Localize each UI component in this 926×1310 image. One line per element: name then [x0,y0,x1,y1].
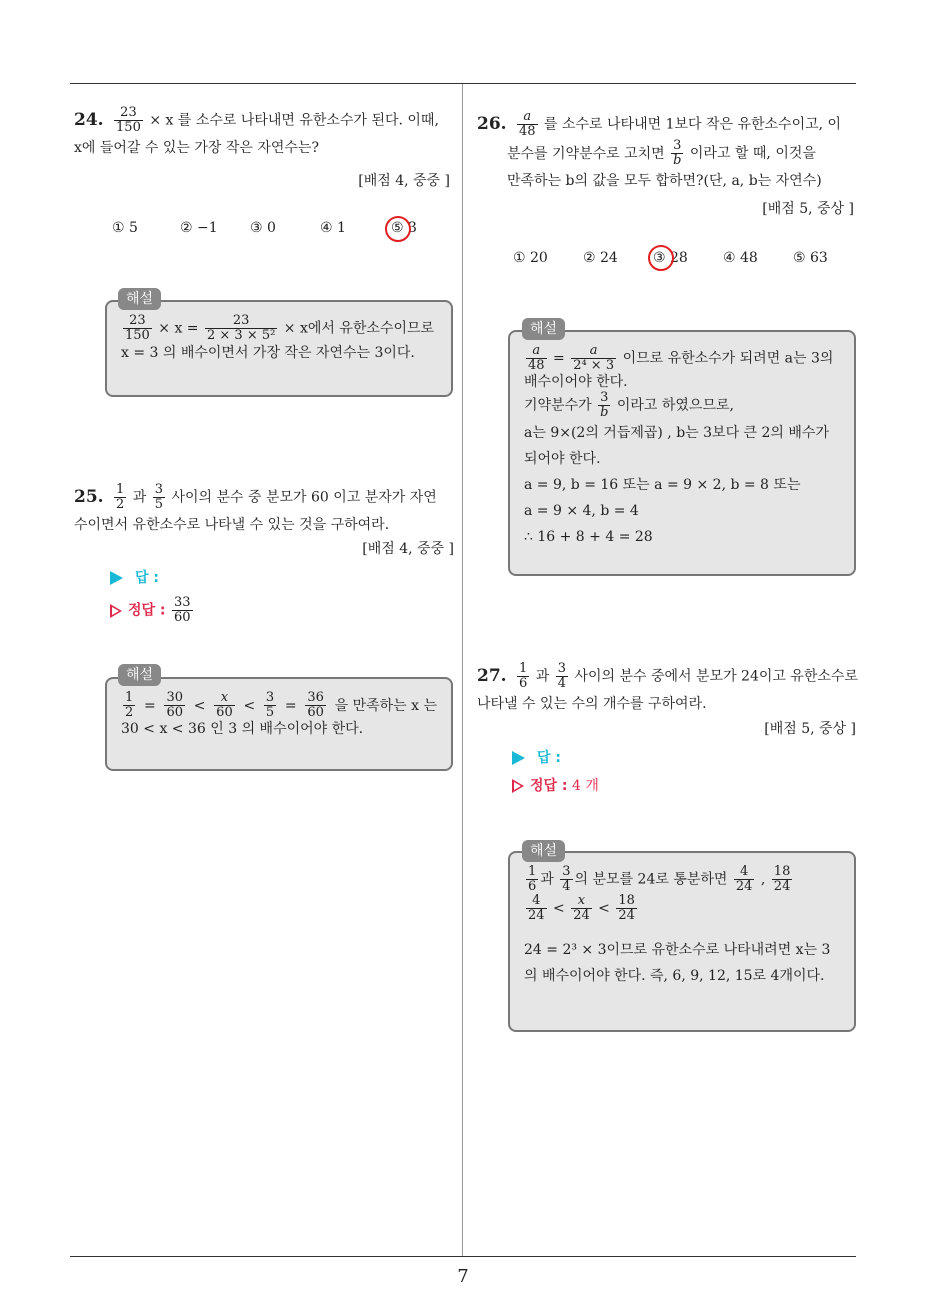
operator: < [193,697,206,714]
solution-tag: 해설 [118,664,161,686]
play-icon [512,751,525,765]
question-number: 24. [74,109,104,130]
solution-text: x = 3 의 배수이면서 가장 작은 자연수는 3이다. [121,345,415,361]
solution-box-25 [105,677,453,771]
outline-triangle-icon [512,779,524,793]
fraction: $\frac{23}{150}$ [116,105,141,135]
solution-box-26: $\frac{a}{48}$ = $\frac{a}{\text{2⁴ × 3}}$ 이므로 유한소수가 되려면 a는 3의 배수이어야 한다. 기약분수가 $\frac{3}{b}$ 이라고 하였으므로, a는 9×(2의 거듭제곱) , b는 3보다 큰 2의 배수가 되어야 한다. a = 9, b = 16 또는 a = 9 × 2, b = 8 또는 a = 9 × 4, b = 4 ∴ 16 + 8 + 4 = 28 [508,330,856,576]
score-meta: [배점 4, 중중 ] [358,173,450,189]
question-24 [74,106,458,161]
solution-text: 30 < x < 36 인 3 의 배수이어야 한다. [121,721,364,737]
fraction: $\frac{3}{5}$ [265,690,275,720]
operator: < [243,697,256,714]
choice-5[interactable]: ⑤ 63 [793,250,828,266]
solution-tag: 해설 [118,288,161,310]
choice-3[interactable]: ③ 0 [250,220,276,236]
question-text: 사이의 분수 중 분모가 60 이고 분자가 자연 [171,489,437,506]
column-divider [462,84,463,1256]
choice-1[interactable]: ① 20 [513,250,548,266]
correct-answer: 정답 : $\frac{33}{60}$ [110,596,195,625]
solution-box-24: $\frac{23}{150}$ × x = $\frac{23}{\text{2 × 3 × 5²}}$ × x에서 유한소수이므로 x = 3 의 배수이면서 가장 작은 자연수는 3이다. [105,300,453,397]
question-text: 수이면서 유한소수로 나타낼 수 있는 것을 구하여라. [74,517,390,533]
answer-field[interactable]: 답 : [512,746,561,770]
operator: = [284,697,297,714]
bottom-rule [70,1256,856,1257]
solution-text: 을 만족하는 x 는 [334,697,437,714]
choice-4[interactable]: ④ 48 [723,250,758,266]
choice-5[interactable]: ⑤ 3 [391,220,417,236]
question-text: x에 들어갈 수 있는 가장 작은 자연수는? [74,140,319,156]
operator: = [144,697,156,714]
question-25: 25. $\frac{1}{2}$ 과 $\frac{3}{5}$ 사이의 분수 중 분모가 60 이고 분자가 자연 수이면서 유한소수로 나타낼 수 있는 것을 구하여라. [74,482,437,533]
answer-field[interactable]: 답 : [110,566,159,590]
solution-tag: 해설 [522,318,565,340]
selected-answer-mark [385,216,411,242]
question-text: × x 를 소수로 나타내면 유한소수가 된다. 이때, [149,112,439,129]
outline-triangle-icon [110,604,122,618]
top-rule [70,83,856,84]
play-icon [110,571,123,585]
choice-2[interactable]: ② 24 [583,250,618,266]
fraction: $\frac{36}{60}$ [307,690,324,720]
score-meta: [배점 5, 중상 ] [764,721,856,737]
question-number: 27. [477,665,507,686]
question-26: 26. $\frac{a}{48}$ 를 소수로 나타내면 1보다 작은 유한소수이고, 이 분수를 기약분수로 고치면 $\frac{3}{b}$ 이라고 할 때, 이것을 만족하는 b의 값을 모두 합하면?(단, a, b는 자연수) [477,109,842,189]
fraction: $\frac{30}{60}$ [166,690,183,720]
score-meta: [배점 5, 중상 ] [762,201,854,217]
choice-3[interactable]: ③ 28 [653,250,688,266]
choice-4[interactable]: ④ 1 [320,220,346,236]
choice-2[interactable]: ② −1 [180,220,218,236]
score-meta: [배점 4, 중중 ] [362,541,454,557]
solution-tag: 해설 [522,840,565,862]
question-27: 27. $\frac{1}{6}$ 과 $\frac{3}{4}$ 사이의 분수 중에서 분모가 24이고 유한소수로 나타낼 수 있는 수의 개수를 구하여라. [477,661,858,712]
fraction: $\frac{1}{2}$ [125,690,134,720]
selected-answer-mark [648,245,674,271]
solution-box-27: $\frac{1}{6}$ 과 $\frac{3}{4}$ 의 분모를 24로 통분하면 $\frac{4}{24}$ , $\frac{18}{24}$ $\frac{4}{24}$ < $\frac{x}{24}$ < $\frac{18}{24}$ 24 = 2³ × 3이므로 유한소수로 나타내려면 x는 3 의 배수이어야 한다. 즉, 6, 9, 12, 15로 4개이다. [508,851,856,1032]
question-number: 25. [74,486,104,507]
fraction: $\frac{x}{60}$ [216,690,233,720]
question-number: 26. [477,113,507,134]
correct-answer: 정답 : 4 개 [512,774,599,798]
page-number: 7 [457,1266,469,1287]
choice-1[interactable]: ① 5 [112,220,138,236]
